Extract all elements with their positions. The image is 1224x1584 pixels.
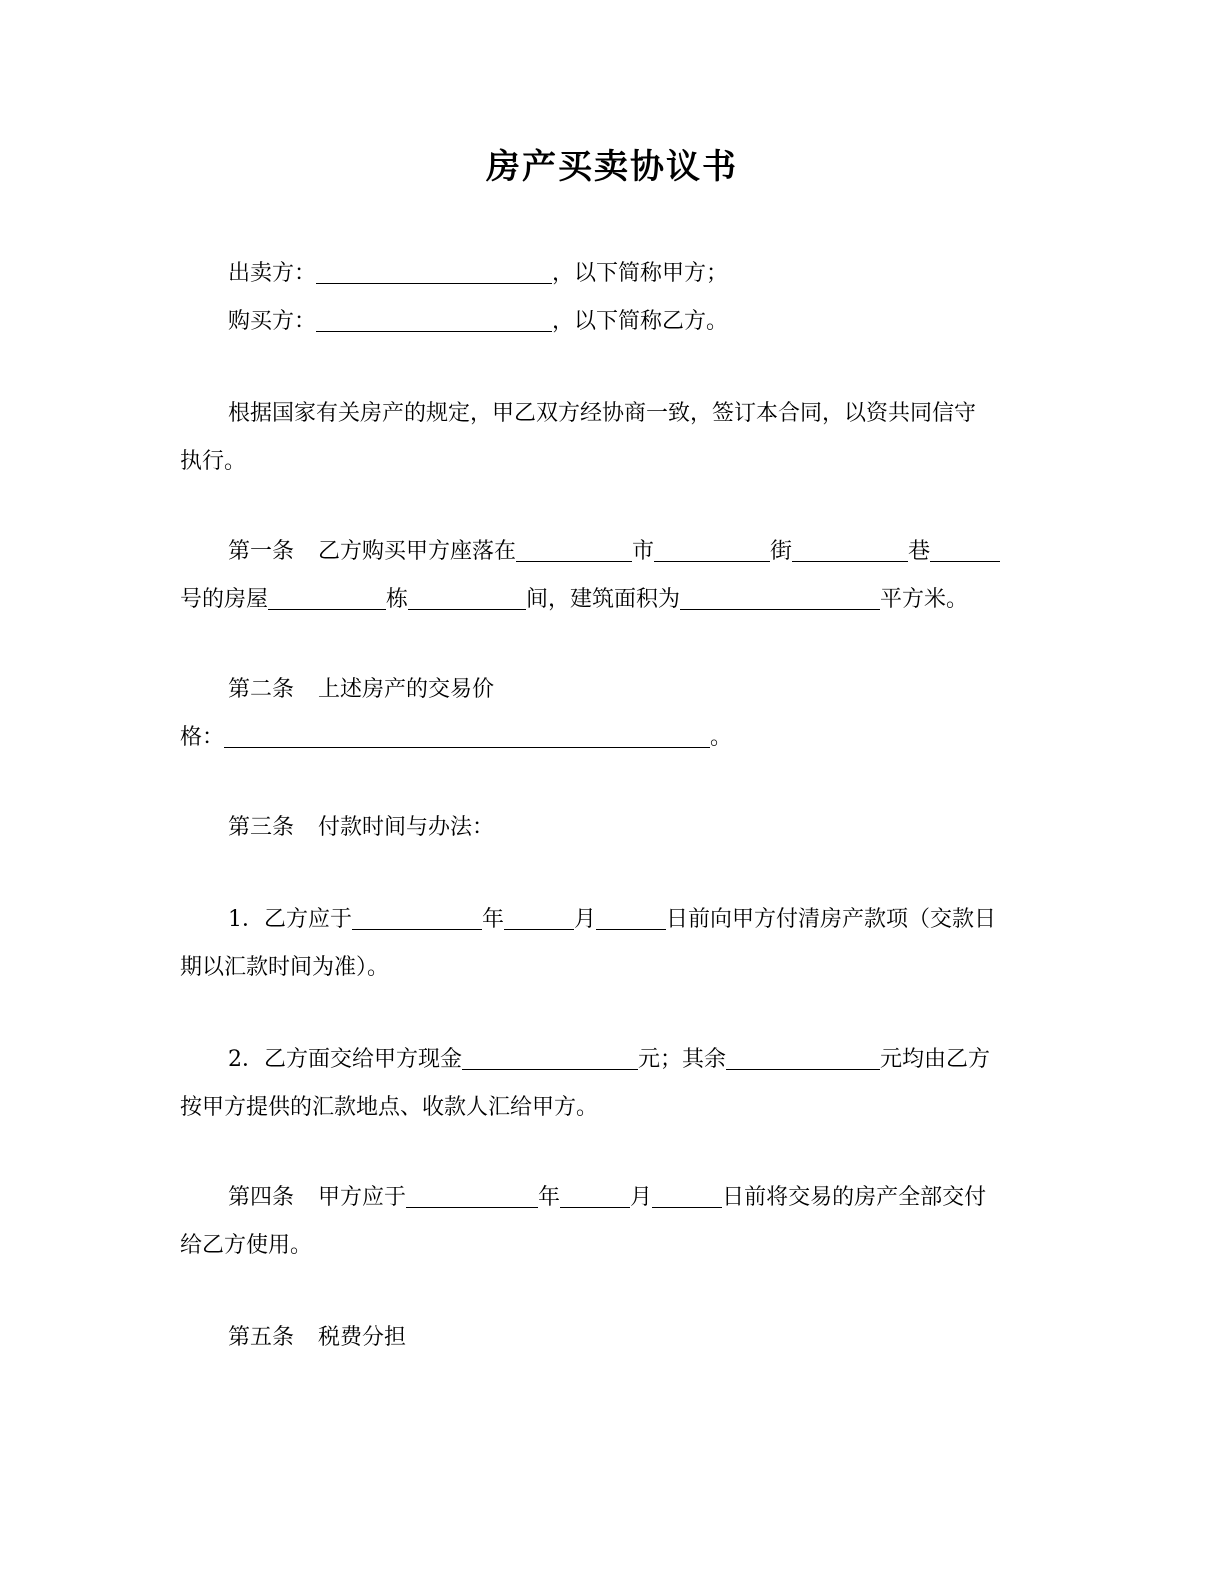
article3-item2-line-2: 按甲方提供的汇款地点、收款人汇给甲方。 xyxy=(180,1095,599,1120)
remaining-amount-blank[interactable] xyxy=(726,1045,880,1070)
article3-item2-line-1 xyxy=(180,1040,1088,1080)
payment-day-blank[interactable] xyxy=(596,905,666,930)
buyer-line xyxy=(180,302,1088,342)
item2-text: 2．乙方面交给甲方现金 xyxy=(228,1047,462,1072)
article1-text: 乙方购买甲方座落在 xyxy=(318,539,517,564)
article4-text-2: 日前将交易的房产全部交付 xyxy=(722,1185,987,1210)
article4-line-2: 给乙方使用。 xyxy=(180,1233,313,1258)
area-blank[interactable] xyxy=(680,585,880,610)
house-label: 号的房屋 xyxy=(180,587,269,612)
delivery-day-blank[interactable] xyxy=(652,1183,722,1208)
article3-item1-line-2: 期以汇款时间为准）。 xyxy=(180,955,390,980)
delivery-month-blank[interactable] xyxy=(560,1183,630,1208)
price-blank[interactable] xyxy=(224,723,710,748)
price-end: 。 xyxy=(710,725,733,750)
article5-text: 税费分担 xyxy=(318,1325,407,1350)
article1-line-2 xyxy=(180,580,1040,620)
item1-text: 1．乙方应于 xyxy=(228,907,352,932)
city-blank[interactable] xyxy=(516,537,632,562)
article4-heading: 第四条 xyxy=(228,1185,295,1210)
article1-line-1 xyxy=(180,532,1088,572)
street-label: 街 xyxy=(770,539,793,564)
article2-heading: 第二条 xyxy=(228,677,295,702)
payment-year-blank[interactable] xyxy=(352,905,482,930)
article3-item1-line-1 xyxy=(180,900,1088,940)
article3-heading: 第三条 xyxy=(228,815,295,840)
lane-label: 巷 xyxy=(908,539,931,564)
number-blank[interactable] xyxy=(930,537,1000,562)
area-unit: 平方米。 xyxy=(880,587,969,612)
street-blank[interactable] xyxy=(654,537,770,562)
month-label: 月 xyxy=(630,1185,653,1210)
item2-text-2: 元；其余 xyxy=(638,1047,727,1072)
article5-heading: 第五条 xyxy=(228,1325,295,1350)
seller-label: 出卖方： xyxy=(228,261,317,286)
article4-text: 甲方应于 xyxy=(318,1185,407,1210)
payment-month-blank[interactable] xyxy=(504,905,574,930)
cash-amount-blank[interactable] xyxy=(462,1045,638,1070)
article2-line-1 xyxy=(180,670,1088,710)
seller-suffix: ，以下简称甲方； xyxy=(552,261,729,286)
seller-line xyxy=(180,254,1088,294)
article1-heading: 第一条 xyxy=(228,539,295,564)
item2-text-3: 元均由乙方 xyxy=(880,1047,991,1072)
document-title: 房产买卖协议书 xyxy=(486,147,738,187)
lane-blank[interactable] xyxy=(792,537,908,562)
article3-line-1 xyxy=(180,808,1088,848)
buyer-label: 购买方： xyxy=(228,309,317,334)
price-label: 格： xyxy=(180,725,225,750)
article4-line-1 xyxy=(180,1178,1088,1218)
building-blank[interactable] xyxy=(268,585,386,610)
year-label: 年 xyxy=(538,1185,561,1210)
year-label: 年 xyxy=(482,907,505,932)
city-label: 市 xyxy=(632,539,655,564)
seller-name-blank[interactable] xyxy=(316,259,552,284)
article5-line-1 xyxy=(180,1318,1088,1358)
item1-text-2: 日前向甲方付清房产款项（交款日 xyxy=(666,907,997,932)
month-label: 月 xyxy=(574,907,597,932)
article3-text: 付款时间与办法： xyxy=(318,815,495,840)
buyer-suffix: ，以下简称乙方。 xyxy=(552,309,729,334)
room-blank[interactable] xyxy=(408,585,526,610)
preamble-line-2: 执行。 xyxy=(180,449,247,474)
article2-text: 上述房产的交易价 xyxy=(318,677,495,702)
buyer-name-blank[interactable] xyxy=(316,307,552,332)
article2-line-2 xyxy=(180,718,1040,758)
building-label: 栋 xyxy=(386,587,409,612)
delivery-year-blank[interactable] xyxy=(406,1183,538,1208)
preamble-line-1: 根据国家有关房产的规定，甲乙双方经协商一致，签订本合同，以资共同信守 xyxy=(228,401,977,426)
area-label: 间，建筑面积为 xyxy=(526,587,681,612)
